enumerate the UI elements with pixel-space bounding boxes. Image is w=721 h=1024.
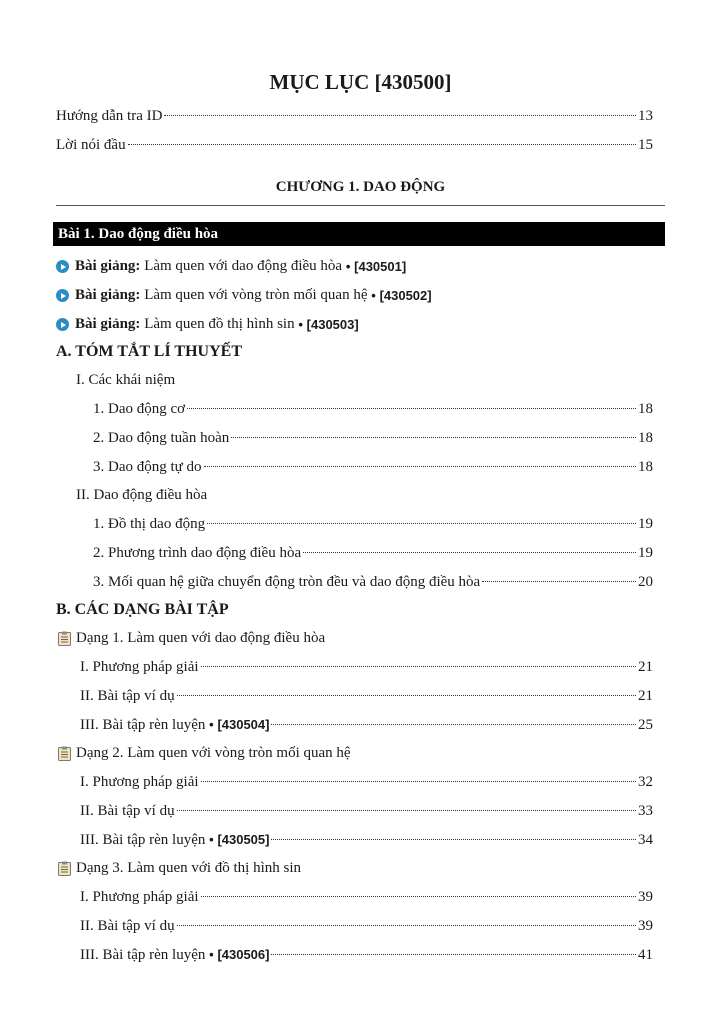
lecture-id: [430502] (379, 288, 432, 303)
lesson-heading: Bài 1. Dao động điều hòa (53, 222, 665, 246)
toc-entry-page: 19 (638, 516, 653, 532)
leader-dots (482, 581, 636, 582)
toc-entry[interactable] (80, 832, 653, 849)
toc-entry-sep: • (209, 832, 214, 847)
lecture-sep: • (371, 288, 376, 303)
toc-entry[interactable] (93, 430, 653, 447)
toc-entry-label: 3. Dao động tự do (93, 459, 202, 475)
toc-entry-label: I. Phương pháp giải (80, 659, 199, 675)
toc-entry-label: II. Bài tập ví dụ (80, 918, 175, 934)
toc-entry-page: 18 (638, 459, 653, 475)
play-icon (56, 289, 69, 302)
toc-entry-page: 19 (638, 545, 653, 561)
toc-entry-id: [430504] (217, 717, 270, 732)
toc-entry-sep: • (209, 717, 214, 732)
toc-entry-page: 13 (638, 108, 653, 124)
section-heading: A. TÓM TẮT LÍ THUYẾT (56, 343, 242, 360)
toc-entry-label: II. Bài tập ví dụ (80, 803, 175, 819)
toc-entry-label: 3. Mối quan hệ giữa chuyển động tròn đều và dao động điều hòa (93, 574, 481, 590)
clipboard-icon (58, 746, 71, 761)
toc-entry-label: 1. Đồ thị dao động (93, 516, 206, 532)
leader-dots (271, 954, 636, 955)
exercise-type-heading[interactable] (58, 860, 301, 877)
toc-entry-label: II. Bài tập ví dụ (80, 688, 175, 704)
toc-entry[interactable] (93, 516, 653, 533)
toc-entry-label: I. Phương pháp giải (80, 889, 199, 905)
lecture-id: [430501] (354, 259, 407, 274)
leader-dots (201, 896, 636, 897)
exercise-type-heading[interactable] (58, 745, 351, 762)
toc-entry[interactable] (93, 401, 653, 418)
lecture-text: Làm quen với vòng tròn mối quan hệ (144, 287, 368, 303)
toc-entry-page: 39 (638, 889, 653, 905)
toc-entry[interactable] (80, 918, 653, 935)
lecture-text: Làm quen với dao động điều hòa (144, 258, 343, 274)
leader-dots (271, 724, 636, 725)
toc-entry-label: 2. Phương trình dao động điều hòa (93, 545, 302, 561)
exercise-type-title: Dạng 3. Làm quen với đồ thị hình sin (76, 860, 301, 876)
leader-dots (303, 552, 636, 553)
toc-entry-page: 33 (638, 803, 653, 819)
lecture-prefix: Bài giảng: (75, 258, 141, 274)
clipboard-icon (58, 631, 71, 646)
lecture-sep: • (345, 259, 351, 274)
toc-entry-page: 32 (638, 774, 653, 790)
toc-entry-page: 25 (638, 717, 653, 733)
toc-entry-label: Hướng dẫn tra ID (56, 108, 163, 124)
toc-title: MỤC LỤC [430500] (269, 70, 452, 94)
toc-entry[interactable] (80, 717, 653, 734)
toc-entry-page: 18 (638, 430, 653, 446)
toc-entry[interactable] (80, 889, 653, 906)
subsection-heading: I. Các khái niệm (76, 372, 176, 388)
lecture-prefix: Bài giảng: (75, 316, 141, 332)
toc-entry-label: III. Bài tập rèn luyện (80, 717, 206, 733)
leader-dots (207, 523, 636, 524)
toc-entry-page: 21 (638, 688, 653, 704)
section-heading: B. CÁC DẠNG BÀI TẬP (56, 601, 229, 618)
toc-entry-page: 15 (638, 137, 653, 153)
toc-entry-page: 21 (638, 659, 653, 675)
toc-entry[interactable] (93, 459, 653, 476)
lecture-id: [430503] (306, 317, 359, 332)
lecture-link[interactable] (56, 316, 359, 333)
divider (56, 205, 665, 206)
toc-entry-id: [430505] (217, 832, 270, 847)
toc-entry[interactable] (80, 688, 653, 705)
chapter-heading: CHƯƠNG 1. DAO ĐỘNG (275, 179, 446, 195)
toc-entry-label: 2. Dao động tuần hoàn (93, 430, 230, 446)
toc-entry-label: III. Bài tập rèn luyện (80, 832, 206, 848)
leader-dots (201, 781, 636, 782)
toc-entry[interactable] (80, 947, 653, 964)
clipboard-icon (58, 861, 71, 876)
leader-dots (177, 810, 636, 811)
lecture-link[interactable] (56, 258, 406, 275)
toc-entry-sep: • (209, 947, 214, 962)
leader-dots (271, 839, 636, 840)
leader-dots (177, 925, 636, 926)
exercise-type-title: Dạng 2. Làm quen với vòng tròn mối quan hệ (76, 745, 351, 761)
play-icon (56, 260, 69, 273)
toc-entry[interactable] (56, 108, 653, 125)
toc-entry[interactable] (80, 659, 653, 676)
toc-entry[interactable] (56, 137, 653, 154)
leader-dots (128, 144, 636, 145)
toc-entry-label: I. Phương pháp giải (80, 774, 199, 790)
lecture-link[interactable] (56, 287, 432, 304)
lecture-prefix: Bài giảng: (75, 287, 141, 303)
toc-entry-page: 18 (638, 401, 653, 417)
toc-entry-page: 20 (638, 574, 653, 590)
leader-dots (204, 466, 636, 467)
toc-entry-label: III. Bài tập rèn luyện (80, 947, 206, 963)
leader-dots (201, 666, 636, 667)
toc-entry-label: Lời nói đầu (56, 137, 126, 153)
toc-entry-page: 41 (638, 947, 653, 963)
play-icon (56, 318, 69, 331)
toc-entry-id: [430506] (217, 947, 270, 962)
lecture-sep: • (298, 317, 303, 332)
toc-entry[interactable] (80, 774, 653, 791)
exercise-type-title: Dạng 1. Làm quen với dao động điều hòa (76, 630, 326, 646)
subsection-heading: II. Dao động điều hòa (76, 487, 208, 503)
toc-entry[interactable] (80, 803, 653, 820)
toc-entry[interactable] (93, 545, 653, 562)
leader-dots (164, 115, 636, 116)
toc-entry-label: 1. Dao động cơ (93, 401, 186, 417)
leader-dots (187, 408, 636, 409)
lecture-text: Làm quen đồ thị hình sin (144, 316, 295, 332)
leader-dots (177, 695, 636, 696)
exercise-type-heading[interactable] (58, 630, 325, 647)
toc-entry-page: 39 (638, 918, 653, 934)
toc-entry-page: 34 (638, 832, 653, 848)
leader-dots (231, 437, 636, 438)
toc-entry[interactable] (93, 574, 653, 591)
